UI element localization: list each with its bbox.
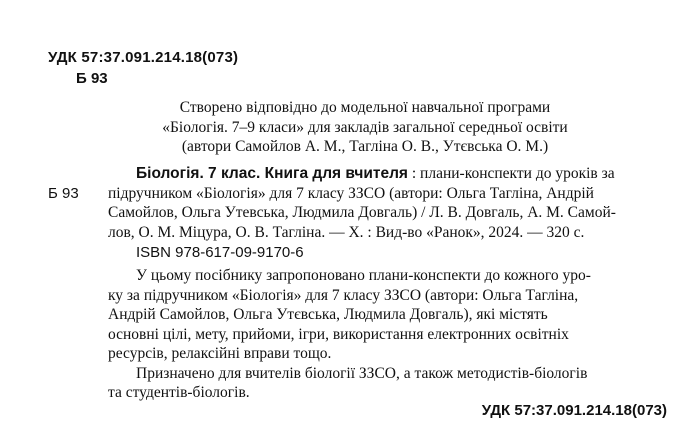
compliance-line: (автори Самойлов А. М., Тагліна О. В., Утєвська О. М.) (181, 138, 549, 155)
biblio-line (108, 164, 668, 184)
biblio-line: Самойлов, Ольга Утевська, Людмила Довгаль) / Л. В. Довгаль, А. М. Самой- (108, 204, 616, 221)
annotation-line: У цьому посібнику запропоновано плани-конспекти до кожного уро- (136, 267, 591, 284)
annotation (108, 266, 678, 403)
udk-code-top: УДК 57:37.091.214.18(073) (48, 49, 239, 66)
annotation-line: Призначено для вчителів біології ЗЗСО, а також методистів-біологів (136, 364, 588, 382)
udk-code-bottom: УДК 57:37.091.214.18(073) (481, 402, 667, 419)
biblio-line: лов, О. М. Міцура, О. В. Тагліна. — Х. : Вид-во «Ранок», 2024. — 320 с. (108, 223, 585, 241)
library-code-side: Б 93 (48, 185, 79, 202)
isbn: ISBN 978-617-09-9170-6 (136, 244, 304, 261)
book-title: Біологія. 7 клас. Книга для вчителя (136, 165, 408, 182)
annotation-line: основні цілі, мету, прийоми, ігри, використання електронних освітніх (108, 325, 569, 343)
annotation-line: ку за підручником «Біологія» для 7 класу ЗЗСО (автори: Ольга Тагліна, (108, 286, 579, 304)
annotation-line: Андрій Самойлов, Ольга Утєвська, Людмила Довгаль), які містять (108, 306, 548, 323)
compliance-line: «Біологія. 7–9 класи» для закладів загальної середньої освіти (162, 118, 568, 136)
bibliographic-description (108, 164, 668, 242)
program-compliance-note (100, 98, 630, 157)
compliance-line: Створено відповідно до модельної навчальної програми (179, 99, 551, 116)
library-code-top: Б 93 (76, 70, 108, 87)
annotation-line: ресурсів, релаксійні вправи тощо. (108, 345, 332, 362)
annotation-line: та студентів-біологів. (108, 384, 250, 401)
biblio-line: підручником «Біологія» для 7 класу ЗЗСО (автори: Ольга Тагліна, Андрій (108, 184, 594, 202)
book-subtitle: : плани-конспекти до уроків за (407, 165, 615, 182)
